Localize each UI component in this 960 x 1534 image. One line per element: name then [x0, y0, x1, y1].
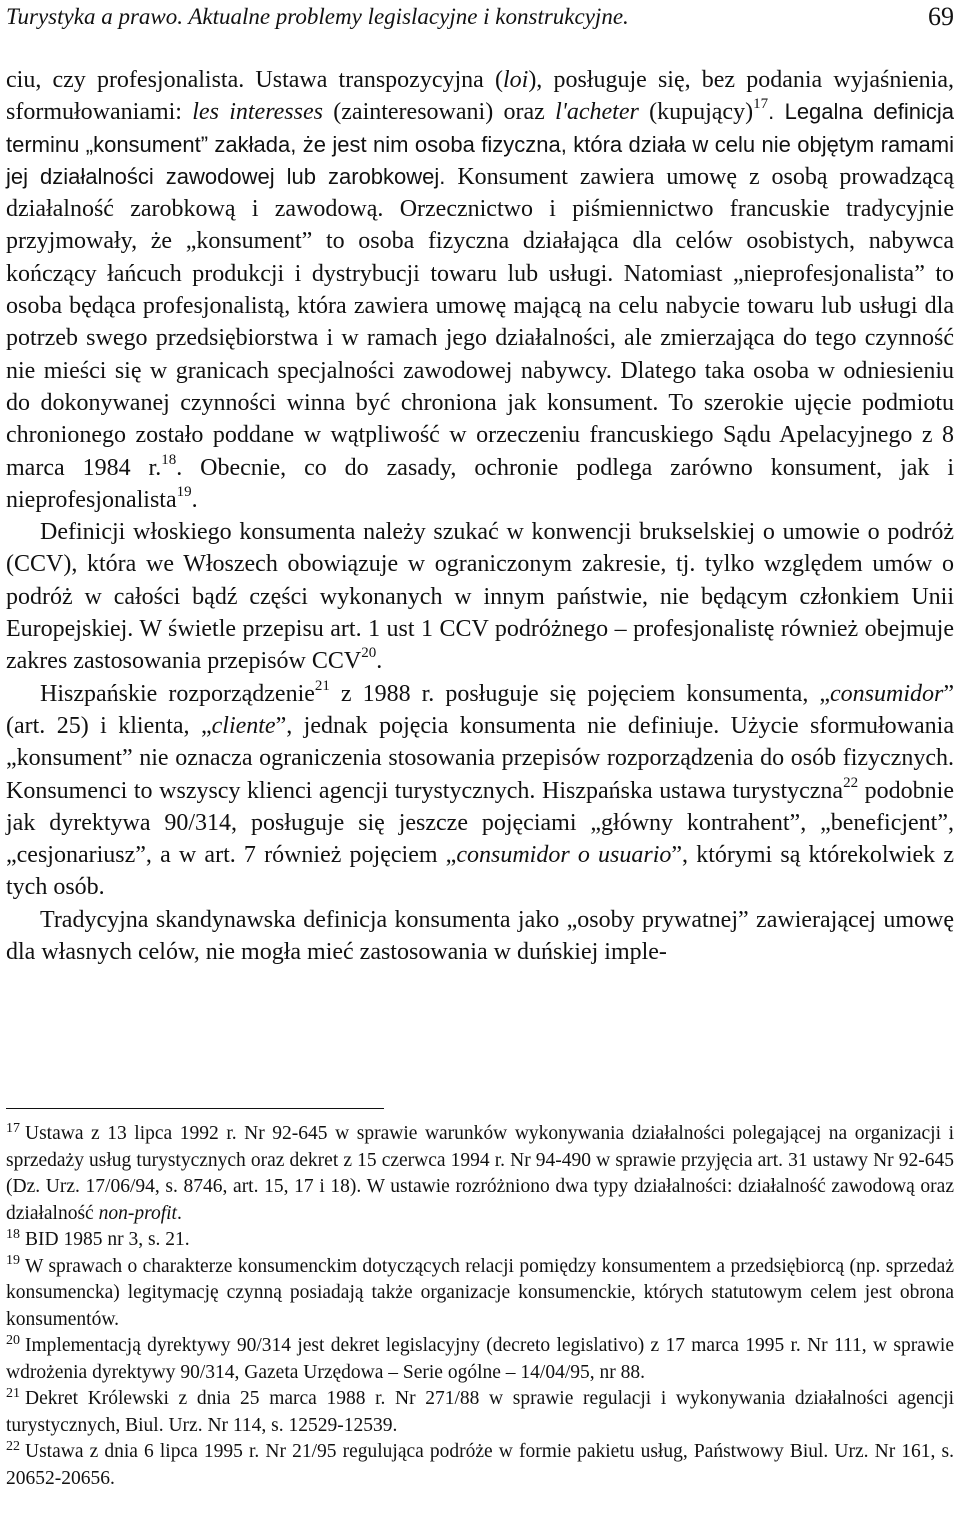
text-run: z 1988 r. posługuje się pojęciem konsumenta, „	[329, 680, 831, 707]
footnote-text: BID 1985 nr 3, s. 21.	[25, 1229, 190, 1250]
italic-term: l'acheter	[555, 99, 639, 126]
footnote-17	[6, 1121, 954, 1227]
footnote-ref: 22	[843, 774, 859, 791]
paragraph-2	[6, 516, 954, 677]
footnote-ref: 21	[314, 677, 330, 694]
footnote-text: Implementacją dyrektywy 90/314 jest dekret legislacyjny (decreto legislativo) z 17 marca 1995 r. Nr 111, w sprawie wdrożenia dyrektywy 90/314, Gazeta Urzędowa – Serie ogólne – 14/04/95, nr 88.	[6, 1335, 954, 1383]
text-run: ”, jednak pojęcia konsumenta nie definiuje. Użycie sformułowania „konsument” nie oznacza ograniczenia stosowania przepisów rozporządzenia do osób fizycznych. Konsumenci to wszyscy klienci agencji turystycznych. Hiszpańska ustawa turystyczna	[6, 712, 954, 804]
italic-term: cliente	[211, 712, 276, 739]
text-run: . Obecnie, co do zasady, ochronie podlega zarówno konsument, jak i nieprofesjonalista	[6, 454, 954, 513]
footnote-text: Ustawa z 13 lipca 1992 r. Nr 92-645 w sprawie warunków wykonywania działalności polegającej na organizacji i sprzedaży usług turystycznych oraz dekret z 15 czerwca 1994 r. Nr 94-490 w sprawie przyjęcia art. 31 ustawy Nr 92-645 (Dz. Urz. 17/06/94, s. 8746, art. 15, 17 i 18). W ustawie rozróżniono dwa typy działalności: działalność zawodową oraz działalność	[6, 1123, 954, 1224]
footnote-19	[6, 1254, 954, 1334]
text-run: (kupujący)	[638, 99, 754, 126]
footnote-number: 17	[6, 1120, 20, 1136]
italic-term: loi	[502, 67, 529, 93]
footnotes	[6, 1121, 954, 1492]
text-run: Hiszpańskie rozporządzenie	[40, 680, 315, 707]
footnote-text: Ustawa z dnia 6 lipca 1995 r. Nr 21/95 regulująca podróże w formie pakietu usług, Państwowy Biul. Urz. Nr 161, s. 20652-20656.	[6, 1441, 954, 1489]
text-run: ”, którymi są którekolwiek z tych osób.	[6, 842, 954, 901]
running-header	[6, 0, 954, 38]
italic-term: non-profit	[98, 1202, 177, 1224]
footnote-number: 18	[6, 1226, 20, 1242]
text-run: podobnie jak dyrektywa 90/314, posługuje się jeszcze pojęciami „główny kontrahent”, „beneficjent”, „cesjonariusz”, a w art. 7 również pojęciem „	[6, 777, 954, 869]
footnote-ref: 18	[161, 451, 177, 468]
footnote-18	[6, 1227, 954, 1254]
footnote-text: W sprawach o charakterze konsumenckim dotyczących relacji pomiędzy konsumentem a przedsiębiorcą (np. sprzedaż konsumencka) legitymację czynną posiadają także organizacje konsumenckie, których statutowym celem jest obrona konsumentów.	[6, 1255, 954, 1330]
text-run: .	[191, 486, 198, 513]
header-title: Turystyka a prawo. Aktualne problemy legislacyjne i konstrukcyjne.	[6, 4, 629, 29]
page-number: 69	[928, 2, 954, 31]
italic-term: les interesses	[192, 99, 323, 126]
paragraph-1	[6, 64, 954, 516]
footnote-text: .	[176, 1202, 182, 1224]
footnote-number: 21	[6, 1385, 20, 1401]
text-run: (zainteresowani) oraz	[322, 99, 556, 126]
main-text	[6, 64, 954, 968]
paragraph-4	[6, 904, 954, 969]
text-run: Tradycyjna skandynawska definicja konsumenta jako „osoby prywatnej” zawierającej umowę dla własnych celów, nie mogła mieć zastosowania w duńskiej imple-	[6, 906, 954, 966]
italic-term: consumidor o usuario	[456, 842, 672, 869]
footnote-number: 22	[6, 1438, 20, 1454]
text-run: ” (art. 25) i klienta, „	[6, 680, 955, 739]
footnote-text: Dekret Królewski z dnia 25 marca 1988 r. Nr 271/88 w sprawie regulacji i wykonywania działalności agencji turystycznych, Biul. Urz. Nr 114, s. 12529-12539.	[6, 1388, 954, 1436]
footnote-ref: 19	[176, 483, 192, 500]
footnote-number: 20	[6, 1332, 20, 1348]
footnote-number: 19	[6, 1253, 20, 1268]
text-run: ciu, czy profesjonalista. Ustawa transpozycyjna (	[6, 67, 503, 93]
italic-term: consumidor	[830, 680, 944, 707]
paragraph-3	[6, 678, 954, 904]
text-run: .	[376, 648, 383, 675]
text-run: ), posługuje się, bez podania wyjaśnienia, sformułowaniami:	[6, 67, 955, 126]
footnote-ref: 20	[361, 645, 377, 662]
text-run: Definicji włoskiego konsumenta należy szukać w konwencji brukselskiej o umowie o podróż (CCV), która we Włoszech obowiązuje w ograniczonym zakresie, tj. tylko względem umów o podróż w całości bądź części wykonanych w innym państwie, nie będącym członkiem Unii Europejskiej. W świetle przepisu art. 1 ust 1 CCV podróżnego – profesjonalistę również obejmuje zakres zastosowania przepisów CCV	[6, 519, 954, 675]
footnote-ref: 17	[753, 96, 769, 113]
text-run: . Legalna definicja terminu „konsument” zakłada, że jest nim osoba fizyczna, która działa w celu nie objętym ramami jej działalności zawodowej lub zarobkowej.	[6, 99, 955, 189]
footnote-20	[6, 1333, 954, 1386]
footnote-divider	[6, 1108, 384, 1109]
footnote-22	[6, 1439, 954, 1492]
footnote-21	[6, 1386, 954, 1439]
text-run: Konsument zawiera umowę z osobą prowadzącą działalność zarobkową i zawodową. Orzecznictwo i piśmiennictwo francuskie tradycyjnie przyjmowały, że „konsument” to osoba fizyczna działająca dla celów osobistych, nabywca kończący łańcuch produkcji i dystrybucji towaru lub usługi. Natomiast „nieprofesjonalista” to osoba będąca profesjonalistą, która zawiera umowę mającą na celu nabycie towaru lub usługi dla potrzeb swego przedsiębiorstwa i w ramach jego działalności, ale zmierzająca do tego czynność nie mieści się w granicach specjalności zawodowej nabywcy. Dlatego taka osoba w odniesieniu do dokonywanej czynności winna być chroniona jak konsument. To szerokie ujęcie podmiotu chronionego zostało poddane w wątpliwość w orzeczeniu francuskiego Sądu Apelacyjnego z 8 marca 1984 r.	[6, 163, 954, 481]
